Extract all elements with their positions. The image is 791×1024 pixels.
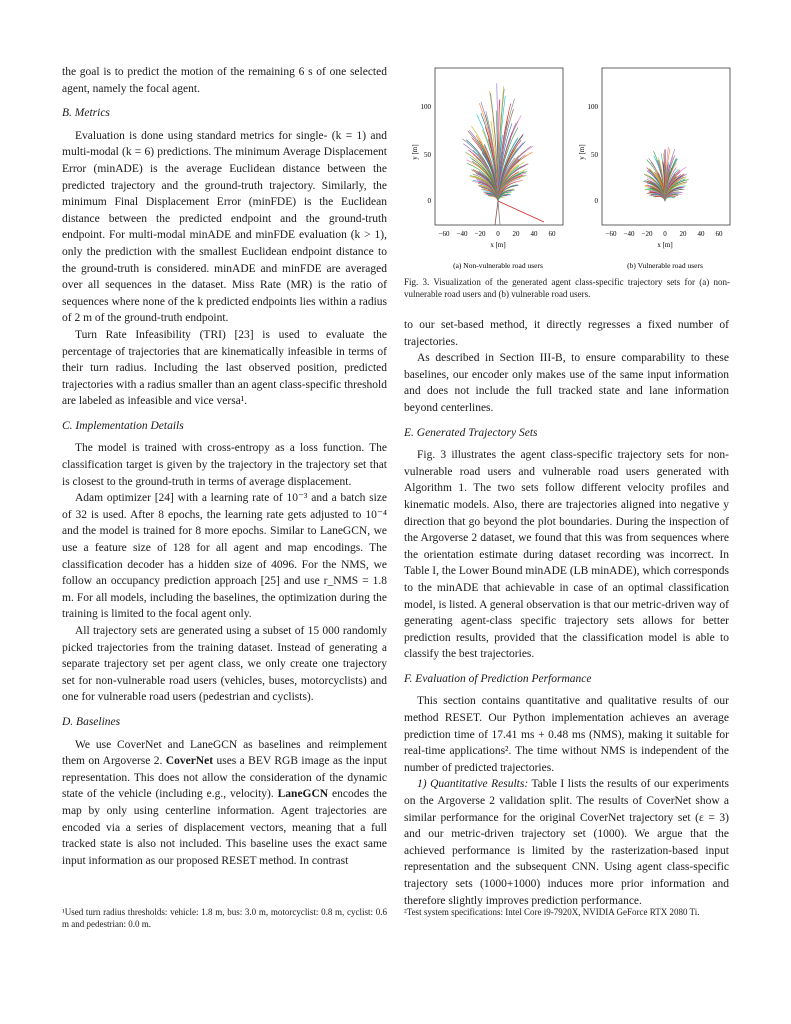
panel-b-xlabel: x [m]: [657, 241, 673, 249]
panel-b-xtick: −40: [623, 230, 635, 238]
panel-a-xlabel: x [m]: [490, 241, 506, 249]
panel-b-xticks: [606, 230, 723, 238]
panel-b-trajectories: [643, 147, 688, 201]
trajectory-line: [498, 201, 500, 225]
left-column: [62, 64, 387, 869]
quantitative-results-text: Table I lists the results of our experiments on the Argoverse 2 validation split. The results of CoverNet show a similar performance for the original CoverNet trajectory set (ε = 3) and our metric-driven trajectory set (1000). We argue that the achieved performance is limited by the rasterization-based input representation and the subsequent CNN. Using agent class-specific trajectory sets (1000+1000) induces more prior information and therefore slightly improves prediction performance.: [404, 778, 729, 907]
panel-a-xtick: −20: [474, 230, 486, 238]
baselines-text-e: encodes the map by only using centerline information. Agent trajectories are encoded via a series of displacement vectors, meaning that a full tracked state is also not included. This baseline uses the exact same input information as our proposed RESET method. In contrast: [62, 788, 387, 867]
panel-a-xticks: [439, 230, 556, 238]
evaluation-paragraph-1: This section contains quantitative and qualitative results of our method RESET. Our Python implementation achieves an average prediction time of 17.41 ms + 0.48 ms (NMS), making it suitable for real-time applications². The time without NMS is independent of the number of predicted trajectories.: [404, 695, 729, 774]
intro-paragraph: the goal is to predict the motion of the remaining 6 s of one selected agent, namely the focal agent.: [62, 66, 387, 95]
generated-sets-paragraph: Fig. 3 illustrates the agent class-specific trajectory sets for non-vulnerable road users and vulnerable road users generated with Algorithm 1. The two sets follow different velocity profiles and kinematic models. Also, there are trajectories aligned into negative y direction that go beyond the plot boundaries. During the inspection of the Argoverse 2 dataset, we found that this was from sequences where the orientation estimate during dataset recording was incorrect. In Table I, the Lower Bound minADE (LB minADE), which corresponds to the minADE that achievable in case of an optimal classification model, is listed. A general observation is that our metric-driven way of generating agent-class specific trajectory sets allows for better prediction results, provided that the classification model is able to classify the best trajectories.: [404, 449, 729, 661]
metrics-heading: B. Metrics: [62, 107, 110, 120]
panel-a-trajectories: [462, 83, 544, 225]
panel-a-xtick: 60: [548, 230, 556, 238]
baselines-heading: D. Baselines: [62, 715, 121, 728]
figure-caption: Fig. 3. Visualization of the generated agent class-specific trajectory sets for (a) non-vulnerable road users and (b) vulnerable road users.: [404, 277, 730, 299]
panel-b-ylabel: y [m]: [578, 144, 586, 160]
panel-b-xtick: −20: [641, 230, 653, 238]
panel-a-ytick-100: 100: [420, 103, 431, 111]
right-paragraph-1: As described in Section III-B, to ensure comparability to these baselines, our encoder only makes use of the same input information and does not include the full tracked state and lane information beyond centerlines.: [404, 352, 729, 414]
panel-a-ytick-0: 0: [427, 197, 431, 205]
footnote-2: ²Test system specifications: Intel Core i9-7920X, NVIDIA GeForce RTX 2080 Ti.: [404, 907, 700, 917]
evaluation-heading: F. Evaluation of Prediction Performance: [404, 672, 592, 685]
implementation-paragraph-3: All trajectory sets are generated using a subset of 15 000 randomly picked trajectories from the training dataset. Instead of generating a separate trajectory set per agent class, we only create one trajectory set for non-vulnerable road users (vehicles, buses, motorcyclists) and one for vulnerable road users (pedestrian and cyclists).: [62, 625, 387, 704]
generated-sets-heading: E. Generated Trajectory Sets: [404, 426, 538, 439]
panel-a: [411, 68, 563, 270]
panel-b-xtick: −60: [605, 230, 617, 238]
covernet-bold: CoverNet: [165, 755, 214, 768]
trajectory-line: [495, 201, 498, 225]
evaluation-paragraph-2: [404, 776, 729, 909]
panel-a-ytick-50: 50: [424, 151, 431, 159]
panel-b-ytick-0: 0: [594, 197, 598, 205]
panel-a-xtick: −40: [456, 230, 468, 238]
metrics-paragraph-2: Turn Rate Infeasibility (TRI) [23] is used to evaluate the percentage of trajectories that are kinematically infeasible in terms of their turn radius. Including the last observed position, predicted trajectories with a radius smaller than an agent class-specific threshold are labeled as infeasible and vice versa¹.: [62, 328, 387, 408]
panel-b-xtick: 60: [715, 230, 723, 238]
panel-b: [578, 68, 730, 270]
quantitative-results-heading: 1) Quantitative Results:: [417, 778, 529, 791]
panel-a-subcaption: (a) Non-vulnerable road users: [453, 261, 543, 270]
baselines-text-a: We use CoverNet and LaneGCN as baselines and reimplement them on Argoverse 2.: [62, 738, 387, 768]
panel-b-frame: [602, 68, 730, 225]
implementation-paragraph-1: The model is trained with cross-entropy as a loss function. The classification target is given by the trajectory in the trajectory set that is closest to the ground-truth in terms of average displacement.: [62, 442, 387, 488]
metrics-paragraph-1: Evaluation is done using standard metrics for single- (k = 1) and multi-modal (k = 6) predictions. The minimum Average Displacement Error (minADE) is the average Euclidean distance between the predicted trajectory and the ground-truth trajectory. Similarly, the minimum Final Displacement Error (minFDE) is the Euclidean distance between the predicted endpoint and the ground-truth endpoint. For multi-modal minADE and minFDE evaluation (k > 1), only the prediction with the smallest Euclidean endpoint distance to the ground-truth is considered. minADE and minFDE are averaged over all sequences in the dataset. Miss Rate (MR) is the ratio of sequences where none of the k predicted endpoints lies within a radius of 2 m of the ground-truth endpoint.: [62, 129, 387, 325]
panel-b-ytick-100: 100: [587, 103, 598, 111]
panel-a-xtick: 0: [496, 230, 500, 238]
panel-a-xtick: 20: [512, 230, 520, 238]
implementation-paragraph-2: Adam optimizer [24] with a learning rate of 10⁻³ and a batch size of 32 is used. After 8 epochs, the learning rate gets adjusted to 10⁻⁴ and the model is trained for 8 more epochs. Similar to LaneGCN, we use a feature size of 128 for all agent and map encodings. The classification decoder has a hidden size of 4096. For the NMS, we follow an occupancy prediction approach [25] and use r_NMS = 1.8 m. For all models, including the baselines, the optimization during the training is limited to the focal agent only.: [62, 492, 387, 621]
baselines-paragraph: [62, 737, 387, 870]
panel-b-xtick: 20: [679, 230, 687, 238]
panel-a-ylabel: y [m]: [411, 144, 419, 160]
figure-3: [404, 60, 734, 310]
trajectory-line: [498, 201, 544, 222]
footnote-1: ¹Used turn radius thresholds: vehicle: 1.8 m, bus: 3.0 m, motorcyclist: 0.8 m, cyclist: 0.6 m and pedestrian: 0.0 m.: [62, 907, 387, 929]
figure-plots: [404, 60, 734, 275]
panel-b-ytick-50: 50: [591, 151, 598, 159]
right-paragraph-0: to our set-based method, it directly regresses a fixed number of trajectories.: [404, 319, 729, 348]
panel-b-subcaption: (b) Vulnerable road users: [627, 261, 703, 270]
panel-b-xtick: 0: [663, 230, 667, 238]
panel-a-xtick: 40: [530, 230, 538, 238]
baselines-text-c: uses a BEV RGB image as the input representation. This does not allow the consideration of the dynamic state of the vehicle (including e.g., velocity).: [62, 755, 387, 801]
panel-b-xtick: 40: [697, 230, 705, 238]
panel-a-xtick: −60: [438, 230, 450, 238]
implementation-heading: C. Implementation Details: [62, 419, 184, 432]
right-column: [404, 317, 729, 909]
lanegcn-bold: LaneGCN: [277, 788, 329, 801]
